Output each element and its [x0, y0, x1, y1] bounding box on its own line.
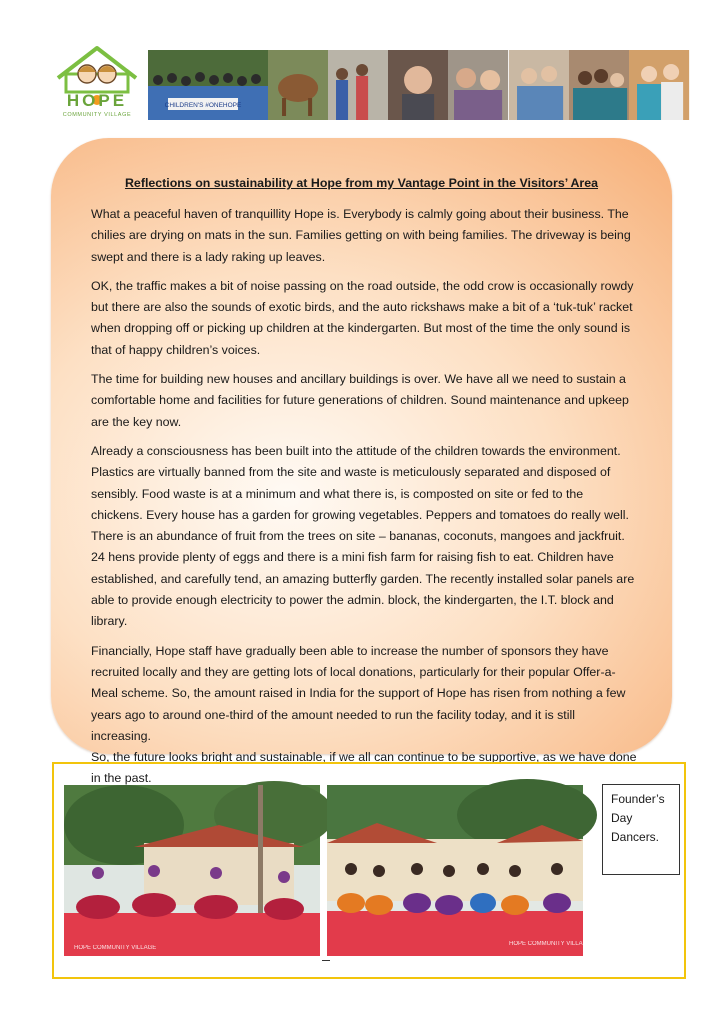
article-heading: Reflections on sustainability at Hope from my Vantage Point in the Visitors’ Area	[124, 176, 598, 190]
hope-community-village-logo	[52, 44, 142, 119]
banner-photo-couple	[629, 50, 689, 120]
logo-name: HOPE	[66, 91, 128, 110]
divider	[322, 960, 330, 961]
article-body	[91, 204, 638, 790]
banner-sign-text: CHILDREN'S #ONEHOPE	[164, 102, 242, 109]
banner-photo-man	[388, 50, 448, 120]
photo-caption: Founder’s Day Dancers.	[602, 784, 680, 875]
paragraph: What a peaceful haven of tranquillity Hope is. Everybody is calmly going about their business. The chilies are drying on mats in the sun. Families getting on with being families. The driveway is being swept and there is a lady raking up leaves.	[91, 207, 631, 264]
banner-photo-visitors	[509, 50, 569, 120]
logo-subtitle: COMMUNITY VILLAGE	[62, 112, 132, 118]
watermark-right: HOPE COMMUNITY VILLAGE	[509, 941, 592, 947]
banner-photo-cow	[268, 50, 328, 120]
paragraph-closing: So, the future looks bright and sustainable, if we all can continue to be supportive, as we have done in the past.	[91, 750, 637, 786]
dancers-photo-left	[64, 785, 320, 956]
photo-banner	[148, 50, 689, 120]
article-panel	[51, 138, 672, 786]
banner-photo-family	[569, 50, 629, 120]
paragraph: OK, the traffic makes a bit of noise passing on the road outside, the odd crow is occasionally rowdy but there are also the sounds of exotic birds, and the auto rickshaws make a bit of a ‘tuk-tuk’ racket when dropping off or picking up children at the kindergarten. But most of the time the only sound is that of happy children’s voices.	[91, 278, 634, 357]
banner-photo-children	[328, 50, 388, 120]
paragraph: The time for building new houses and ancillary buildings is over. We have all we need to sustain a comfortable home and facilities for future generations of children. Sound maintenance and upkeep are the key now.	[91, 372, 629, 429]
banner-photo-women	[448, 50, 508, 120]
dancers-photo-right	[327, 785, 592, 956]
banner-photo-children-group	[148, 50, 268, 120]
watermark-left: HOPE COMMUNITY VILLAGE	[74, 945, 157, 951]
paragraph-financial: Financially, Hope staff have gradually been able to increase the number of sponsors they have recruited locally and they are getting lots of local donations, particularly for their popular Offer-a-Meal scheme. So, the amount raised in India for the support of Hope has risen from nothing a few years ago to around one-third of the amount needed to run the facility today, and it is still increasing.	[91, 643, 626, 743]
paragraph: Already a consciousness has been built into the attitude of the children towards the environment. Plastics are virtually banned from the site and waste is meticulously separated and disposed of sensibly. Food waste is at a minimum and what there is, is composted on site or fed to the chickens. Every house has a garden for growing vegetables. Peppers and tomatoes do really well. There is an abundance of fruit from the trees on site – bananas, coconuts, mangoes and jackfruit. 24 hens provide plenty of eggs and there is a mini fish farm for raising fish to eat. Children have established, and carefully tend, an amazing butterfly garden. The recently installed solar panels are able to provide enough electricity to power the admin. block, the kindergarten, the I.T. block and library.	[91, 443, 635, 629]
photo-frame	[52, 762, 686, 979]
